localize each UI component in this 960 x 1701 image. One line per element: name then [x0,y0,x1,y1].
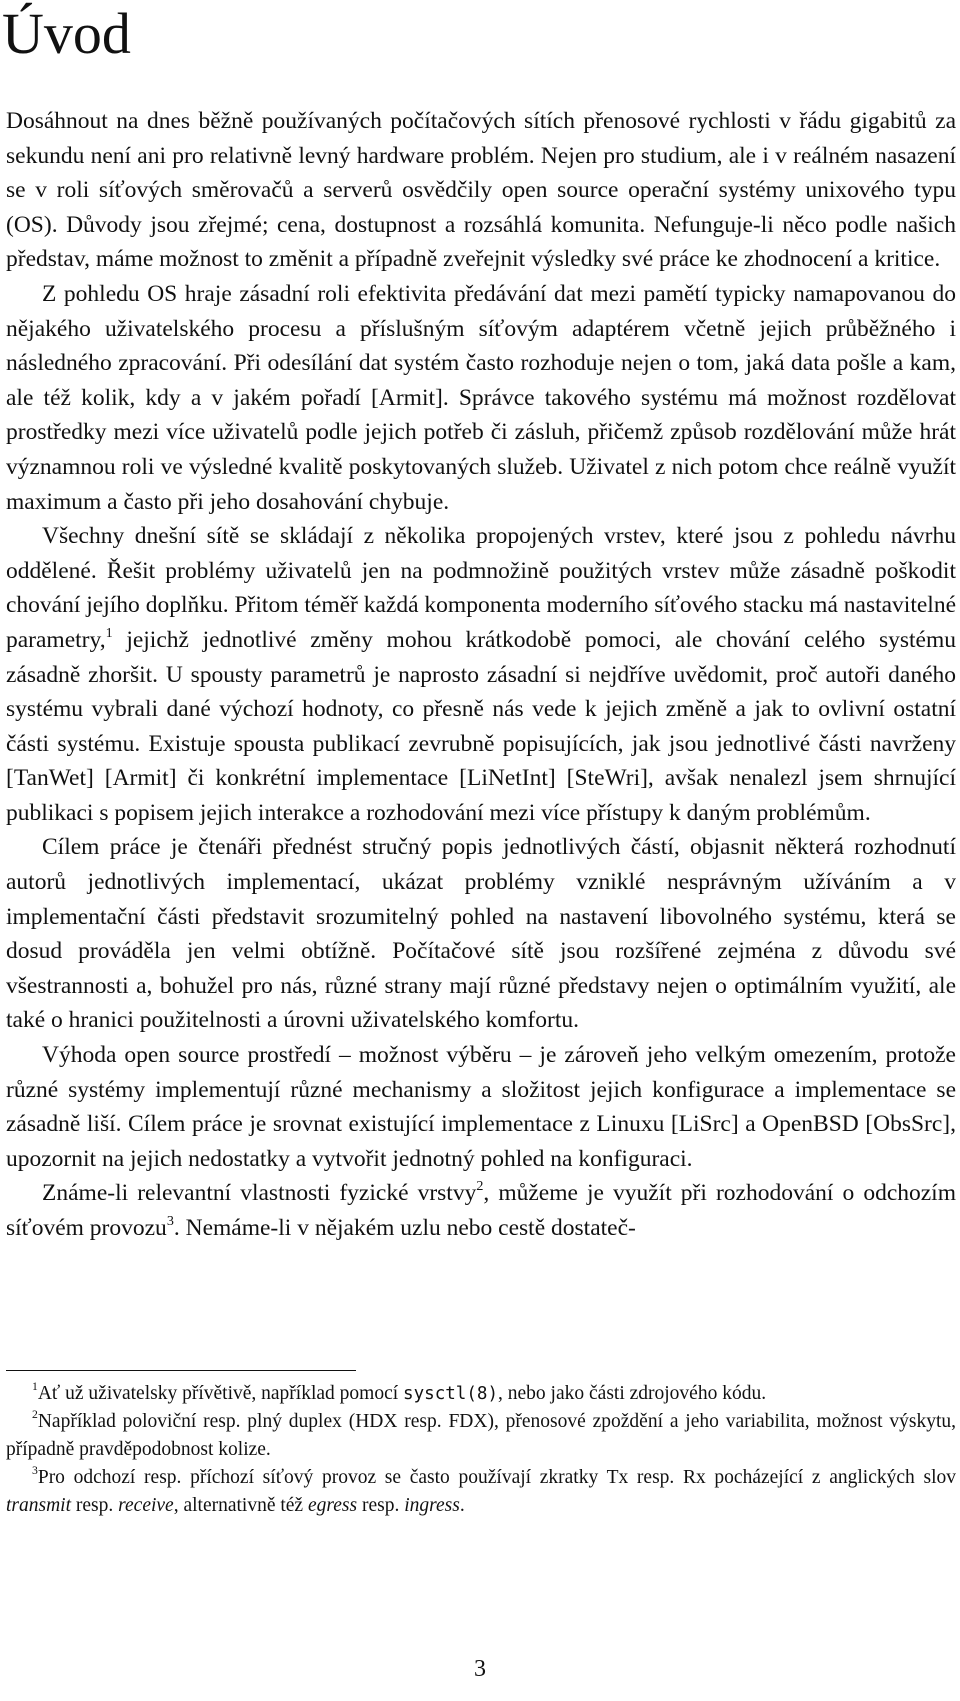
footnote-3-text-5: . [459,1495,465,1516]
footnote-1-text-end: , nebo jako části zdrojového kódu. [498,1383,767,1404]
paragraph-3-part-1: Všechny dnešní sítě se skládají z několika propojených vrstev, které jsou z pohledu návrhu oddělené. Řešit problémy uživatelů jen na podmnožině použitých vrstev může zásadně poškodit chování jejího doplňku. Přitom téměř každá komponenta moderního síťového stacku má nastavitelné parametry, [6,523,956,653]
paragraph-6-part-1: Známe-li relevantní vlastnosti fyzické vrstvy [42,1180,477,1207]
footnote-2 [6,1408,956,1464]
footnote-rule [6,1370,356,1371]
footnote-ref-1: 1 [105,624,113,641]
paragraph-2: Z pohledu OS hraje zásadní roli efektivita předávání dat mezi pamětí typicky namapovanou do nějakého uživatelského procesu a příslušným síťovým adaptérem včetně jejich průběžného i následného zpracování. Při odesílání dat systém často rozhoduje nejen o tom, jaká data pošle a kam, ale též kolik, kdy a v jakém pořadí [Armit]. Správce takového systému má možnost rozdělovat prostředky mezi více uživatelů podle jejich potřeb či zásluh, přičemž způsob rozdělování může hrát významnou roli ve výsledné kvalitě poskytovaných služeb. Uživatel z nich potom chce reálně využít maximum a často při jeho dosahování chybuje. [6,280,956,515]
paragraph-1: Dosáhnout na dnes běžně používaných počítačových sítích přenosové rychlosti v řádu gigabitů za sekundu není ani pro relativně levný hardware problém. Nejen pro studium, ale i v reálném nasazení se v roli síťových směrovačů a serverů osvědčily open source operační systémy unixového typu (OS). Důvody jsou zřejmé; cena, dostupnost a rozsáhlá komunita. Nefunguje-li něco podle našich představ, máme možnost to změnit a případně zveřejnit výsledky své práce ke zhodnocení a kritice. [6,108,956,273]
footnote-1-text: Ať už uživatelsky přívětivě, například pomocí [37,1383,404,1404]
chapter-title: Úvod [2,1,131,66]
footnote-ref-3: 3 [166,1212,174,1229]
paragraph-6-part-2: , můžeme je využít při rozhodování o odchozím síťovém provozu [6,1180,956,1241]
footnote-3-text-2: resp. [71,1495,119,1516]
footnote-3-term-receive: receive [118,1495,174,1516]
paragraph-3-part-2: jejichž jednotlivé změny mohou krátkodobě pomoci, ale chování celého systému zásadně zhoršit. U spousty parametrů je naprosto zásadní si nejdříve uvědomit, proč autoři daného systému vybrali dané výchozí hodnoty, co přesně nás vede k jejich změně a jak to ovlivní ostatní části systému. Existuje spousta publikací zevrubně popisujících, jak jsou jednotlivé části navrženy [TanWet] [Armit] či konkrétní implementace [LiNetInt] [SteWri], avšak nenalezl jsem shrnující publikaci s popisem jejich interakce a rozhodování mezi více přístupy k daným problémům. [6,626,956,826]
paragraph-5: Výhoda open source prostředí – možnost výběru – je zároveň jeho velkým omezením, protože různé systémy implementují různé mechanismy a složitost jejich konfigurace a implementace se zásadně liší. Cílem práce je srovnat existující implementace z Linuxu [LiSrc] a OpenBSD [ObsSrc], upozornit na jejich nedostatky a vytvořit jednotný pohled na konfiguraci. [6,1042,956,1172]
footnote-1 [6,1380,956,1408]
paragraph-6-part-3: . Nemáme-li v nějakém uzlu nebo cestě dostateč- [173,1215,636,1241]
footnote-mark-2: 2 [32,1408,38,1422]
page-number: 3 [474,1656,486,1682]
footnote-3-term-transmit: transmit [6,1495,72,1516]
footnote-3 [6,1464,956,1520]
footnote-3-text-3: , alternativně též [173,1495,308,1516]
paragraph-4: Cílem práce je čtenáři přednést stručný popis jednotlivých částí, objasnit některá rozhodnutí autorů jednotlivých implementací, ukázat problémy vzniklé nesprávným užíváním a v implementační části představit srozumitelný pohled na nastavení libovolného systému, která se dosud prováděla jen velmi obtížně. Počítačové sítě jsou rozšířené zejména z důvodu své všestrannosti a, bohužel pro nás, různé strany mají různé představy nejen o optimálním využití, ale také o hranici použitelnosti a úrovni uživatelského komfortu. [6,834,956,1034]
footnotes [6,1380,956,1520]
footnote-mark-3: 3 [32,1464,38,1478]
footnote-3-text-4: resp. [357,1495,405,1516]
body-text [6,104,956,1246]
footnote-ref-2: 2 [476,1178,484,1195]
paragraph-3 [6,519,956,830]
footnote-1-code: sysctl(8) [403,1384,499,1404]
footnote-3-term-egress: egress [307,1495,358,1516]
footnote-3-term-ingress: ingress [404,1495,460,1516]
footnote-2-text: Například poloviční resp. plný duplex (HDX resp. FDX), přenosové zpoždění a jeho variabilita, možnost výskytu, případně pravděpodobnost kolize. [6,1411,956,1460]
footnote-3-text-1: Pro odchozí resp. příchozí síťový provoz se často používají zkratky Tx resp. Rx pocházející z anglických slov [37,1467,956,1488]
footnote-mark-1: 1 [32,1380,38,1394]
paragraph-6 [6,1176,956,1245]
